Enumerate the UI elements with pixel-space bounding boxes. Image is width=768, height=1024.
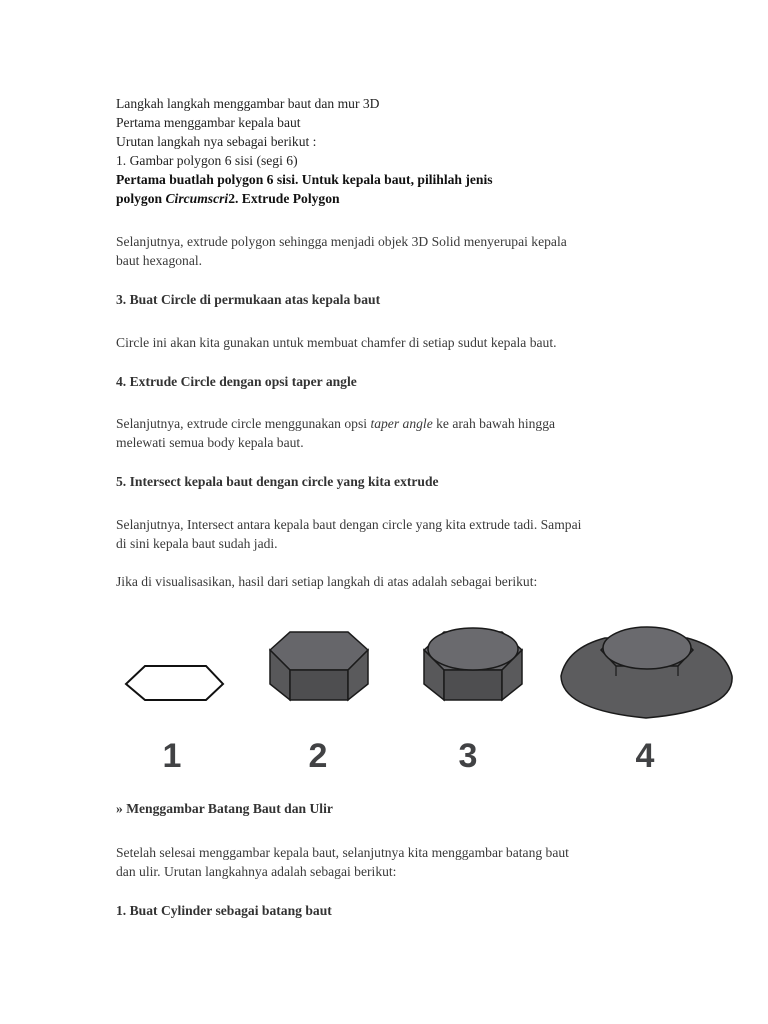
section2-line-1: Setelah selesai menggambar kepala baut, selanjutnya kita menggambar batang baut <box>116 845 569 860</box>
para1-line-2: baut hexagonal. <box>116 253 203 268</box>
step4-line-1-italic: taper angle <box>370 416 433 431</box>
section2-heading: » Menggambar Batang Baut dan Ulir <box>116 801 333 816</box>
step4-line-1-c: ke arah bawah hingga <box>432 416 556 431</box>
step4-heading: 4. Extrude Circle dengan opsi taper angle <box>116 374 357 389</box>
visual-intro: Jika di visualisasikan, hasil dari setiap langkah di atas adalah sebagai berikut: <box>116 574 538 589</box>
step5-line-1: Selanjutnya, Intersect antara kepala baut dengan circle yang kita extrude tadi. Sampai <box>116 517 582 532</box>
step5-heading: 5. Intersect kepala baut dengan circle yang kita extrude <box>116 474 439 489</box>
intro-line-3: Urutan langkah nya sebagai berikut : <box>116 134 317 149</box>
step4-line-1-a: Selanjutnya, extrude circle menggunakan opsi <box>116 416 371 431</box>
intro-line-4: 1. Gambar polygon 6 sisi (segi 6) <box>116 153 298 168</box>
para1-line-1: Selanjutnya, extrude polygon sehingga menjadi objek 3D Solid menyerupai kepala <box>116 234 567 249</box>
step-label-3: 3 <box>458 737 478 775</box>
step3-heading: 3. Buat Circle di permukaan atas kepala baut <box>116 292 381 307</box>
step4-line-1 <box>116 414 555 433</box>
bold-line-1: Pertama buatlah polygon 6 sisi. Untuk kepala baut, pilihlah jenis <box>116 172 493 187</box>
bolt-head-steps-figure <box>0 610 768 785</box>
step-1-hexagon-outline-icon <box>126 666 223 700</box>
bold-line-2-italic: Circumscri <box>165 191 229 206</box>
bold-line-2 <box>116 189 340 208</box>
step-label-2: 2 <box>308 737 328 775</box>
step-3-hex-prism-with-circle-icon <box>424 628 522 700</box>
step-label-1: 1 <box>162 737 182 775</box>
section2-step-1: 1. Buat Cylinder sebagai batang baut <box>116 903 332 918</box>
step4-line-2: melewati semua body kepala baut. <box>116 435 304 450</box>
section2-line-2: dan ulir. Urutan langkahnya adalah sebagai berikut: <box>116 864 397 879</box>
step5-line-2: di sini kepala baut sudah jadi. <box>116 536 278 551</box>
bold-line-2-a: polygon <box>116 191 166 206</box>
step-label-4: 4 <box>635 737 655 775</box>
step-4-tapered-cone-icon <box>561 627 732 718</box>
bold-line-2-c: 2. Extrude Polygon <box>228 191 340 206</box>
intro-line-2: Pertama menggambar kepala baut <box>116 115 301 130</box>
step3-text: Circle ini akan kita gunakan untuk membuat chamfer di setiap sudut kepala baut. <box>116 335 557 350</box>
intro-line-1: Langkah langkah menggambar baut dan mur 3D <box>116 96 380 111</box>
step-2-hex-prism-icon <box>270 632 368 700</box>
